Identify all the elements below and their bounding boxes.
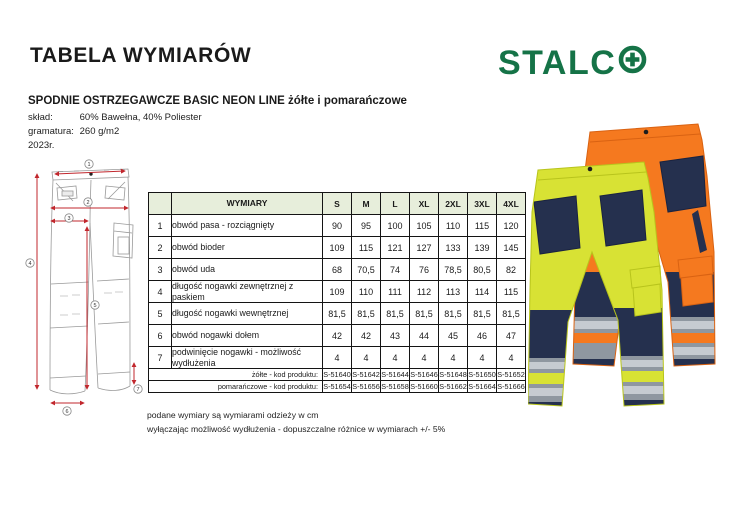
grammage-label: gramatura: <box>28 126 74 137</box>
stalco-logo-text: STALC <box>498 43 617 82</box>
measurement-value: 4 <box>410 347 439 369</box>
footnote-line: wyłączając możliwość wydłużenia - dopuszczalne różnice w wymiarach +/- 5% <box>147 423 446 434</box>
measurement-value: 95 <box>352 215 381 237</box>
column-header-s: S <box>323 193 352 215</box>
composition-value: 60% Bawełna, 40% Poliester <box>79 112 202 123</box>
footnote-line: podane wymiary są wymiarami odzieży w cm <box>147 410 319 420</box>
measurement-value: 127 <box>410 237 439 259</box>
measurement-value: 111 <box>381 281 410 303</box>
column-header-m: M <box>352 193 381 215</box>
grammage-value: 260 g/m2 <box>79 126 120 137</box>
product-code-value: S-51652 <box>497 370 525 379</box>
measurement-value: 4 <box>468 347 497 369</box>
measurement-value: 4 <box>381 347 410 369</box>
measurement-value: 109 <box>323 281 352 303</box>
callout-6: 6 <box>65 409 69 415</box>
measurement-name: obwód uda <box>172 259 323 281</box>
product-code-value: S-51664 <box>468 382 496 391</box>
row-number: 2 <box>149 237 172 259</box>
measurement-value: 110 <box>352 281 381 303</box>
measurement-value: 68 <box>323 259 352 281</box>
product-code-value: S-51640 <box>323 370 351 379</box>
callout-5: 5 <box>93 303 97 309</box>
measurement-name: obwód nogawki dołem <box>172 325 323 347</box>
measurement-value: 115 <box>468 215 497 237</box>
measurement-value: 90 <box>323 215 352 237</box>
product-subtitle: SPODNIE OSTRZEGAWCZE BASIC NEON LINE żółte i pomarańczowe <box>28 95 407 107</box>
measurement-value: 81,5 <box>439 303 468 325</box>
callout-1: 1 <box>87 162 91 168</box>
measurement-value: 4 <box>439 347 468 369</box>
product-code-value: S-51654 <box>323 382 351 391</box>
measurement-value: 43 <box>381 325 410 347</box>
measurement-value: 114 <box>468 281 497 303</box>
measurement-value: 109 <box>323 237 352 259</box>
measurement-value: 42 <box>352 325 381 347</box>
measurement-value: 4 <box>352 347 381 369</box>
product-code-value: S-51656 <box>352 382 380 391</box>
composition-row <box>28 112 202 123</box>
measurement-value: 46 <box>468 325 497 347</box>
product-code-value: S-51644 <box>381 370 409 379</box>
measurement-value: 121 <box>381 237 410 259</box>
measurement-name: obwód bioder <box>172 237 323 259</box>
measurement-name: podwinięcie nogawki - możliwość wydłużenia <box>172 347 323 369</box>
column-header-wymiary: WYMIARY <box>172 193 323 215</box>
measurement-value: 110 <box>439 215 468 237</box>
product-photo-trousers <box>528 112 728 418</box>
measurement-value: 115 <box>497 281 526 303</box>
measurement-value: 139 <box>468 237 497 259</box>
measurement-value: 4 <box>497 347 526 369</box>
callout-3: 3 <box>67 216 71 222</box>
measurement-value: 81,5 <box>497 303 526 325</box>
product-code-value: S-51650 <box>468 370 496 379</box>
measurement-value: 47 <box>497 325 526 347</box>
header-corner-cell <box>149 193 172 215</box>
product-code-row <box>149 381 526 393</box>
size-table <box>148 192 526 393</box>
measurement-value: 133 <box>439 237 468 259</box>
size-table-body <box>149 215 526 393</box>
product-code-value: S-51660 <box>410 382 438 391</box>
product-code-value: S-51666 <box>497 382 525 391</box>
table-row <box>149 237 526 259</box>
page-title: TABELA WYMIARÓW <box>30 44 252 67</box>
year-label: 2023r. <box>28 140 55 151</box>
measurement-value: 145 <box>497 237 526 259</box>
measurement-value: 81,5 <box>323 303 352 325</box>
measurement-value: 113 <box>439 281 468 303</box>
callout-4: 4 <box>28 261 32 267</box>
row-number: 7 <box>149 347 172 369</box>
measurement-value: 112 <box>410 281 439 303</box>
measurement-value: 81,5 <box>468 303 497 325</box>
product-code-label: żółte - kod produktu: <box>149 369 323 381</box>
product-code-label: pomarańczowe - kod produktu: <box>149 381 323 393</box>
column-header-xl: XL <box>410 193 439 215</box>
product-code-value: S-51642 <box>352 370 380 379</box>
product-code-value: S-51662 <box>439 382 467 391</box>
composition-label: skład: <box>28 112 53 123</box>
measurement-value: 42 <box>323 325 352 347</box>
measurement-callouts <box>26 160 142 415</box>
measurement-value: 4 <box>323 347 352 369</box>
measurement-value: 81,5 <box>381 303 410 325</box>
row-number: 6 <box>149 325 172 347</box>
column-header-l: L <box>381 193 410 215</box>
measurement-value: 45 <box>439 325 468 347</box>
column-header-2xl: 2XL <box>439 193 468 215</box>
measurement-name: długość nogawki zewnętrznej z paskiem <box>172 281 323 303</box>
product-code-value: S-51658 <box>381 382 409 391</box>
table-row <box>149 303 526 325</box>
measurement-value: 82 <box>497 259 526 281</box>
measurement-value: 80,5 <box>468 259 497 281</box>
footnotes <box>147 409 445 436</box>
callout-2: 2 <box>86 200 90 206</box>
measurement-value: 74 <box>381 259 410 281</box>
column-header-3xl: 3XL <box>468 193 497 215</box>
table-row <box>149 259 526 281</box>
measurement-value: 76 <box>410 259 439 281</box>
column-header-4xl: 4XL <box>497 193 526 215</box>
measurement-name: długość nogawki wewnętrznej <box>172 303 323 325</box>
measurement-value: 115 <box>352 237 381 259</box>
table-row <box>149 215 526 237</box>
trousers-measurement-diagram <box>22 157 150 419</box>
stalco-logo <box>498 44 648 81</box>
measurement-value: 100 <box>381 215 410 237</box>
row-number: 4 <box>149 281 172 303</box>
measurement-value: 120 <box>497 215 526 237</box>
product-code-row <box>149 369 526 381</box>
table-row <box>149 347 526 369</box>
callout-7: 7 <box>136 387 140 393</box>
measurement-value: 105 <box>410 215 439 237</box>
measurement-value: 81,5 <box>410 303 439 325</box>
measurement-value: 81,5 <box>352 303 381 325</box>
circle-plus-icon <box>617 44 648 81</box>
measurement-value: 44 <box>410 325 439 347</box>
grammage-row <box>28 126 119 137</box>
measurement-value: 78,5 <box>439 259 468 281</box>
table-row <box>149 281 526 303</box>
product-code-value: S-51648 <box>439 370 467 379</box>
size-table-header-row <box>149 193 526 215</box>
measurement-value: 70,5 <box>352 259 381 281</box>
product-code-value: S-51646 <box>410 370 438 379</box>
row-number: 1 <box>149 215 172 237</box>
measurement-name: obwód pasa - rozciągnięty <box>172 215 323 237</box>
table-row <box>149 325 526 347</box>
row-number: 5 <box>149 303 172 325</box>
row-number: 3 <box>149 259 172 281</box>
